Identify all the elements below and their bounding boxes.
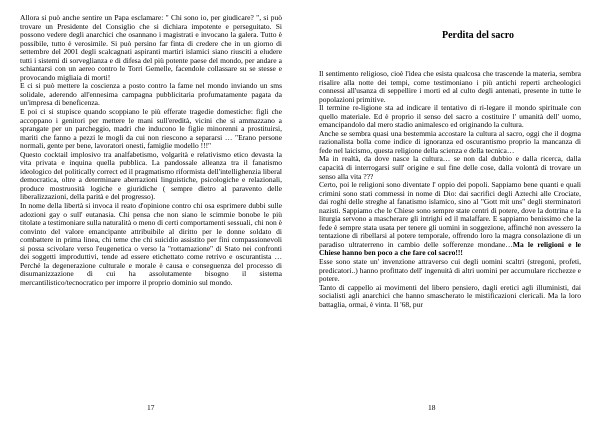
paragraph: Anche se sembra quasi una bestemmia accostare la cultura al sacro, oggi che il dogma razionalista bolla come indice di ignoranza ed oscurantismo proprio la mancanza di fede nel laicismo, questa religione della scienza e della tecnica… [319, 128, 581, 155]
paragraph: Questo cocktail implosivo tra analfabetismo, volgarità e relativismo etico devasta la vita privata e inquina quella pubblica. La pandossale alleanza tra il fanatismo ideologico del politically correct ed il pragmatismo riformista dell'intellighenzia liberal democratica, oltre a determinare aberrazioni linguistiche, psicologiche e relazionali, produce mostruosità logiche e giuridiche ( sempre dietro al paravento delle liberalizzazioni, della parità e del progresso). [20, 149, 282, 202]
right-page-text [319, 70, 581, 309]
right-page [300, 0, 600, 425]
paragraph: Tanto di cappello ai movimenti del libero pensiero, dagli eretici agli illuministi, dai socialisti agli anarchici che hanno smascherato le mistificazioni clericali. Ma la loro battaglia, ormai, è vinta. Il '68, pur [319, 282, 581, 309]
paragraph: Ma in realtà, da dove nasce la cultura… se non dal dubbio e dalla ricerca, dalla capacità di interrogarsi sull' origine e sul fine delle cose, dalla volontà di trovare un senso alla vita ??? [319, 154, 581, 181]
paragraph: Il sentimento religioso, cioè l'idea che esista qualcosa che trascende la materia, sembra risalire alla notte dei tempi, come testimoniano i più antichi reperti archeologici connessi all'usanza di seppellire i morti ed al culto degli antenati, presente in tutte le popolazioni primitive. [319, 69, 581, 104]
paragraph: Esse sono state un' invenzione attraverso cui degli uomini scaltri (stregoni, profeti, predicatori..) hanno profittato dell' ingenuità di altri uomini per accumulare ricchezze e potere. [319, 257, 581, 284]
paragraph: E poi ci si stupisce quando scoppiano le più efferate tragedie domestiche: figli che accoppano i genitori per mettere le mani sull'eredità, vicini che si ammazzano a sprangate per un parcheggio, madri che inducono le figlie minorenni a prostituirsi, mariti che fanno a pezzi le mogli da cui non riescono a separarsi … "Erano persone normali, gente per bene, lavoratori onesti, famiglie modello !!!" [20, 107, 282, 151]
paragraph: Allora si può anche sentire un Papa esclamare: " Chi sono io, per giudicare? ", si può trovare un Presidente del Consiglio che si dichiara impotente e perseguitato. Si possono vedere degli anarchici che osannano i magistrati e invocano la galera. Tutto è possibile, tutto è verosimile. Si può persino far finta di credere che in un giorno di settembre del 2001 degli scalcagnati aspiranti martiri islamici siano riusciti a eludere tutti i sistemi di sorveglianza e di difesa del più potente paese del mondo, per andare a schiantarsi con un aereo contro le Torri Gemelle, facendole collassare su se stesse e provocando migliaia di morti! [20, 13, 282, 82]
page-number: 18 [428, 403, 436, 412]
paragraph-text: Certo, poi le religioni sono diventate l' oppio dei popoli. Sappiamo bene quanti e quali crimini sono stati commessi in nome di Dio: dai sacrifici degli Aztechi alle Crociate, dai roghi delle streghe al fanatismo islamico, sino al "Gott mit uns" degli sterminatori nazisti. Sappiamo che le Chiese sono sempre state centri di potere, dove la dottrina e la liturgia servono a mascherare gli intrighi ed il malaffare. E sappiamo benissimo che la fede è sempre stata usata per tenere gli uomini in soggezione, affinché non avessero la tentazione di ribellarsi al potere temporale, offrendo loro la magra consolazione di un paradiso ultraterreno in cambio delle sofferenze mondane… [319, 180, 581, 249]
bold-sentence: Ma le religioni e le Chiese hanno ben poco a che fare col sacro!!! [319, 239, 581, 258]
paragraph: In nome della libertà si invoca il reato d'opinione contro chi osa esprimere dubbi sulle adozioni gay o sull' eutanasia. Chi pensa che non siano le scimmie bonobe le più titolate a testimoniare sulla naturalità o meno di certi comportamenti sessuali, chi non è convinto del valore emancipante attribuibile al diritto per le donne soldato di combattere in prima linea, chi teme che chi suicidio assistito per fini compassionevoli si possa scivolare verso l'eugenetica o verso la "rottamazione" di Stato nei confronti dei soggetti improduttivi, tende ad essere etichettato come retrivo e oscurantista … Perché la degenerazione culturale e morale è causa e conseguenza del processo di disumanizzazione di cui ha assolutamente bisogno il sistema mercantilistico/tecnocratico per imporre il proprio dominio sul mondo. [20, 201, 283, 287]
page-title: Perdita del sacro [442, 30, 515, 41]
paragraph: Il termine re-ligione sta ad indicare il tentativo di ri-legare il mondo spirituale con quello materiale. Ed è proprio il senso del sacro a costituire l' umanità dell' uomo, emancipandolo dal mero stadio animalesco ed originando la cultura. [319, 103, 581, 130]
paragraph-with-bold [319, 181, 581, 258]
paragraph: E ci si può mettere la coscienza a posto contro la fame nel mondo inviando un sms solidale, aderendo all'ennesima campagna pubblicitaria profumatamente pagata da un'impresa di beneficenza. [20, 81, 282, 108]
page-number: 17 [147, 403, 155, 412]
left-page-text [20, 14, 282, 288]
